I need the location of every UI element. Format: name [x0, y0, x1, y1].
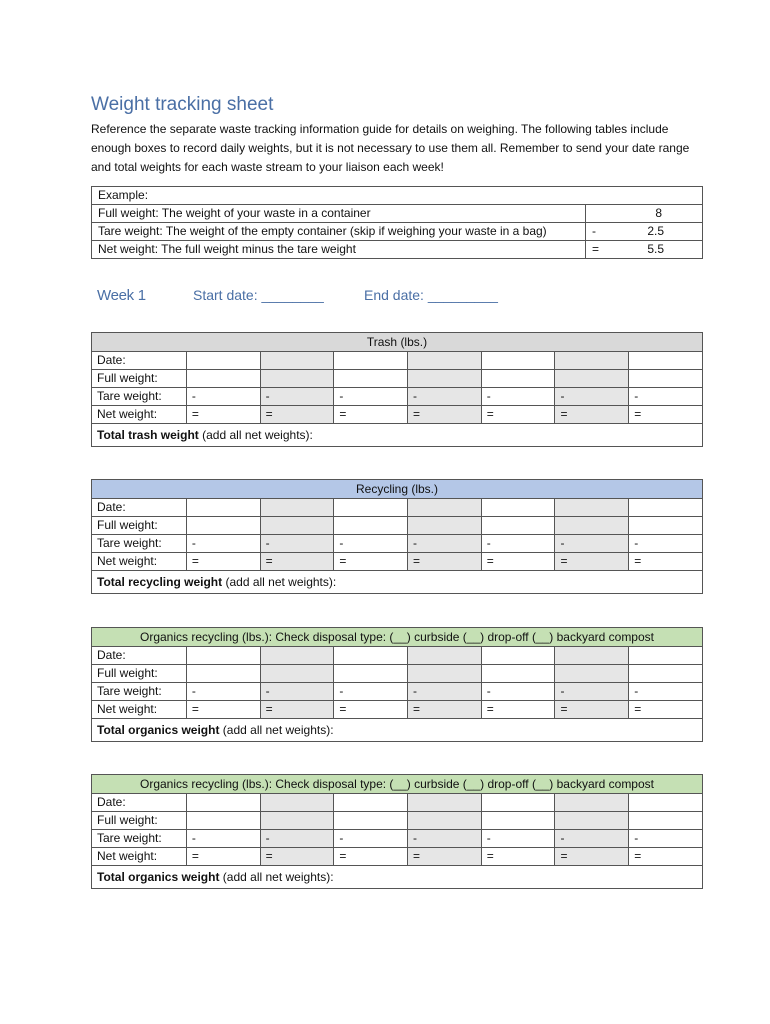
- net-entry-cell[interactable]: =: [334, 848, 408, 866]
- tare-entry-cell[interactable]: -: [186, 535, 260, 553]
- date-entry-cell[interactable]: [408, 352, 482, 370]
- table-row: [92, 499, 703, 517]
- tare-entry-cell[interactable]: -: [334, 535, 408, 553]
- net-entry-cell[interactable]: =: [260, 553, 334, 571]
- total-weight-label: Total trash weight: [97, 427, 199, 442]
- net-entry-cell[interactable]: =: [186, 848, 260, 866]
- date-entry-cell[interactable]: [555, 499, 629, 517]
- table-row: [92, 517, 703, 535]
- date-entry-cell[interactable]: [260, 794, 334, 812]
- net-entry-cell[interactable]: =: [408, 553, 482, 571]
- table-row: [92, 683, 703, 701]
- date-row-label: Date:: [92, 352, 187, 370]
- date-row-label: Date:: [92, 499, 187, 517]
- end-date-field[interactable]: End date: _________: [364, 287, 498, 303]
- net-entry-cell[interactable]: =: [260, 848, 334, 866]
- net-entry-cell[interactable]: =: [260, 406, 334, 424]
- date-row-label: Date:: [92, 647, 187, 665]
- net-row-label: Net weight:: [92, 848, 187, 866]
- table-header: Organics recycling (lbs.): Check disposal type: (__) curbside (__) drop-off (__) backyard compost: [92, 628, 703, 647]
- tare-entry-cell[interactable]: -: [408, 683, 482, 701]
- net-entry-cell[interactable]: =: [629, 701, 703, 719]
- net-entry-cell[interactable]: =: [186, 406, 260, 424]
- example-net-label: Net weight: The full weight minus the tare weight: [92, 241, 586, 259]
- table-row: [92, 535, 703, 553]
- tare-row-label: Tare weight:: [92, 683, 187, 701]
- table-row: [92, 388, 703, 406]
- example-net-value: 5.5: [618, 241, 703, 259]
- date-entry-cell[interactable]: [555, 794, 629, 812]
- total-weight-label: Total organics weight: [97, 869, 220, 884]
- date-entry-cell[interactable]: [186, 794, 260, 812]
- example-header: Example:: [92, 187, 703, 205]
- net-entry-cell[interactable]: =: [408, 406, 482, 424]
- page-title: Weight tracking sheet: [91, 94, 274, 115]
- tare-entry-cell[interactable]: -: [408, 535, 482, 553]
- example-tare-op: -: [586, 223, 619, 241]
- date-entry-cell[interactable]: [260, 499, 334, 517]
- full-entry-cell[interactable]: [555, 812, 629, 830]
- net-entry-cell[interactable]: =: [186, 701, 260, 719]
- tare-entry-cell[interactable]: -: [481, 683, 555, 701]
- tare-entry-cell[interactable]: -: [186, 683, 260, 701]
- tare-entry-cell[interactable]: -: [186, 388, 260, 406]
- date-entry-cell[interactable]: [186, 499, 260, 517]
- net-entry-cell[interactable]: =: [555, 848, 629, 866]
- full-row-label: Full weight:: [92, 517, 187, 535]
- date-entry-cell[interactable]: [629, 794, 703, 812]
- tare-entry-cell[interactable]: -: [555, 535, 629, 553]
- net-entry-cell[interactable]: =: [260, 701, 334, 719]
- recycling-table: [91, 479, 703, 594]
- intro-paragraph: Reference the separate waste tracking information guide for details on weighing. The following tables include enough boxes to record daily weights, but it is not necessary to use them all. Remember to send your date range and total weights for each waste stream to your liaison each week!: [91, 122, 690, 174]
- net-entry-cell[interactable]: =: [186, 553, 260, 571]
- full-entry-cell[interactable]: [334, 665, 408, 683]
- net-entry-cell[interactable]: =: [555, 553, 629, 571]
- date-entry-cell[interactable]: [555, 647, 629, 665]
- table-header: Recycling (lbs.): [92, 480, 703, 499]
- full-entry-cell[interactable]: [186, 517, 260, 535]
- net-entry-cell[interactable]: =: [481, 848, 555, 866]
- full-entry-cell[interactable]: [408, 812, 482, 830]
- table-row: [92, 812, 703, 830]
- net-entry-cell[interactable]: =: [334, 406, 408, 424]
- full-row-label: Full weight:: [92, 665, 187, 683]
- date-entry-cell[interactable]: [555, 352, 629, 370]
- total-weight-hint: (add all net weights):: [219, 722, 334, 737]
- table-row: [92, 352, 703, 370]
- tare-entry-cell[interactable]: -: [260, 535, 334, 553]
- net-entry-cell[interactable]: =: [334, 701, 408, 719]
- table-row: [92, 370, 703, 388]
- tare-entry-cell[interactable]: -: [334, 683, 408, 701]
- tare-entry-cell[interactable]: -: [555, 388, 629, 406]
- net-entry-cell[interactable]: =: [334, 553, 408, 571]
- total-weight-label: Total organics weight: [97, 722, 220, 737]
- tare-entry-cell[interactable]: -: [629, 683, 703, 701]
- total-weight-hint: (add all net weights):: [222, 574, 337, 589]
- total-weight-cell[interactable]: [92, 571, 703, 594]
- tare-entry-cell[interactable]: -: [555, 830, 629, 848]
- table-row: [92, 794, 703, 812]
- example-full-value: 8: [586, 205, 703, 223]
- date-entry-cell[interactable]: [334, 499, 408, 517]
- full-entry-cell[interactable]: [186, 812, 260, 830]
- full-entry-cell[interactable]: [555, 665, 629, 683]
- tare-entry-cell[interactable]: -: [260, 388, 334, 406]
- tare-entry-cell[interactable]: -: [408, 388, 482, 406]
- full-entry-cell[interactable]: [260, 517, 334, 535]
- example-tare-label: Tare weight: The weight of the empty container (skip if weighing your waste in a bag): [92, 223, 586, 241]
- net-entry-cell[interactable]: =: [629, 553, 703, 571]
- table-row: [92, 848, 703, 866]
- tare-entry-cell[interactable]: -: [260, 830, 334, 848]
- full-entry-cell[interactable]: [629, 812, 703, 830]
- net-entry-cell[interactable]: =: [408, 848, 482, 866]
- net-row-label: Net weight:: [92, 406, 187, 424]
- net-entry-cell[interactable]: =: [481, 553, 555, 571]
- example-table: [91, 186, 703, 259]
- tare-row-label: Tare weight:: [92, 830, 187, 848]
- full-entry-cell[interactable]: [186, 665, 260, 683]
- net-entry-cell[interactable]: =: [408, 701, 482, 719]
- tare-entry-cell[interactable]: -: [555, 683, 629, 701]
- table-row: [92, 665, 703, 683]
- full-entry-cell[interactable]: [260, 812, 334, 830]
- trash-table: [91, 332, 703, 447]
- net-entry-cell[interactable]: =: [629, 848, 703, 866]
- table-header: Trash (lbs.): [92, 333, 703, 352]
- tare-entry-cell[interactable]: -: [334, 388, 408, 406]
- full-row-label: Full weight:: [92, 812, 187, 830]
- full-entry-cell[interactable]: [408, 370, 482, 388]
- date-entry-cell[interactable]: [186, 647, 260, 665]
- organics-table-2: [91, 774, 703, 889]
- date-entry-cell[interactable]: [334, 352, 408, 370]
- net-row-label: Net weight:: [92, 701, 187, 719]
- table-header: Organics recycling (lbs.): Check disposal type: (__) curbside (__) drop-off (__) backyard compost: [92, 775, 703, 794]
- example-net-op: =: [586, 241, 619, 259]
- full-entry-cell[interactable]: [481, 517, 555, 535]
- total-weight-hint: (add all net weights):: [219, 869, 334, 884]
- date-entry-cell[interactable]: [481, 647, 555, 665]
- full-entry-cell[interactable]: [260, 370, 334, 388]
- date-row-label: Date:: [92, 794, 187, 812]
- table-row: [92, 830, 703, 848]
- tare-entry-cell[interactable]: -: [186, 830, 260, 848]
- tare-entry-cell[interactable]: -: [629, 830, 703, 848]
- example-full-label: Full weight: The weight of your waste in a container: [92, 205, 586, 223]
- table-row: [92, 553, 703, 571]
- full-entry-cell[interactable]: [629, 665, 703, 683]
- date-entry-cell[interactable]: [186, 352, 260, 370]
- full-entry-cell[interactable]: [481, 665, 555, 683]
- date-entry-cell[interactable]: [260, 352, 334, 370]
- tare-entry-cell[interactable]: -: [334, 830, 408, 848]
- full-entry-cell[interactable]: [334, 812, 408, 830]
- date-entry-cell[interactable]: [481, 499, 555, 517]
- tare-entry-cell[interactable]: -: [408, 830, 482, 848]
- date-entry-cell[interactable]: [481, 352, 555, 370]
- full-entry-cell[interactable]: [629, 517, 703, 535]
- full-entry-cell[interactable]: [481, 370, 555, 388]
- full-entry-cell[interactable]: [186, 370, 260, 388]
- date-entry-cell[interactable]: [408, 794, 482, 812]
- full-entry-cell[interactable]: [481, 812, 555, 830]
- net-entry-cell[interactable]: =: [555, 406, 629, 424]
- tare-entry-cell[interactable]: -: [260, 683, 334, 701]
- total-weight-cell[interactable]: [92, 424, 703, 447]
- full-entry-cell[interactable]: [629, 370, 703, 388]
- date-entry-cell[interactable]: [629, 647, 703, 665]
- full-entry-cell[interactable]: [555, 370, 629, 388]
- full-entry-cell[interactable]: [334, 370, 408, 388]
- date-entry-cell[interactable]: [629, 499, 703, 517]
- tare-entry-cell[interactable]: -: [629, 535, 703, 553]
- full-entry-cell[interactable]: [555, 517, 629, 535]
- tare-entry-cell[interactable]: -: [481, 830, 555, 848]
- full-entry-cell[interactable]: [334, 517, 408, 535]
- date-entry-cell[interactable]: [334, 794, 408, 812]
- total-weight-cell[interactable]: [92, 719, 703, 742]
- tare-entry-cell[interactable]: -: [481, 535, 555, 553]
- full-entry-cell[interactable]: [408, 517, 482, 535]
- total-weight-hint: (add all net weights):: [198, 427, 313, 442]
- full-entry-cell[interactable]: [260, 665, 334, 683]
- net-entry-cell[interactable]: =: [555, 701, 629, 719]
- full-entry-cell[interactable]: [408, 665, 482, 683]
- table-row: [92, 406, 703, 424]
- tare-row-label: Tare weight:: [92, 388, 187, 406]
- date-entry-cell[interactable]: [260, 647, 334, 665]
- date-entry-cell[interactable]: [408, 647, 482, 665]
- week-label: Week 1: [97, 287, 146, 304]
- start-date-field[interactable]: Start date: ________: [193, 287, 324, 303]
- tare-row-label: Tare weight:: [92, 535, 187, 553]
- net-entry-cell[interactable]: =: [629, 406, 703, 424]
- tare-entry-cell[interactable]: -: [629, 388, 703, 406]
- total-weight-label: Total recycling weight: [97, 574, 223, 589]
- date-entry-cell[interactable]: [408, 499, 482, 517]
- date-entry-cell[interactable]: [629, 352, 703, 370]
- net-row-label: Net weight:: [92, 553, 187, 571]
- organics-table-1: [91, 627, 703, 742]
- table-row: [92, 647, 703, 665]
- net-entry-cell[interactable]: =: [481, 406, 555, 424]
- tare-entry-cell[interactable]: -: [481, 388, 555, 406]
- date-entry-cell[interactable]: [481, 794, 555, 812]
- net-entry-cell[interactable]: =: [481, 701, 555, 719]
- date-entry-cell[interactable]: [334, 647, 408, 665]
- table-row: [92, 701, 703, 719]
- example-tare-value: 2.5: [618, 223, 703, 241]
- total-weight-cell[interactable]: [92, 866, 703, 889]
- full-row-label: Full weight:: [92, 370, 187, 388]
